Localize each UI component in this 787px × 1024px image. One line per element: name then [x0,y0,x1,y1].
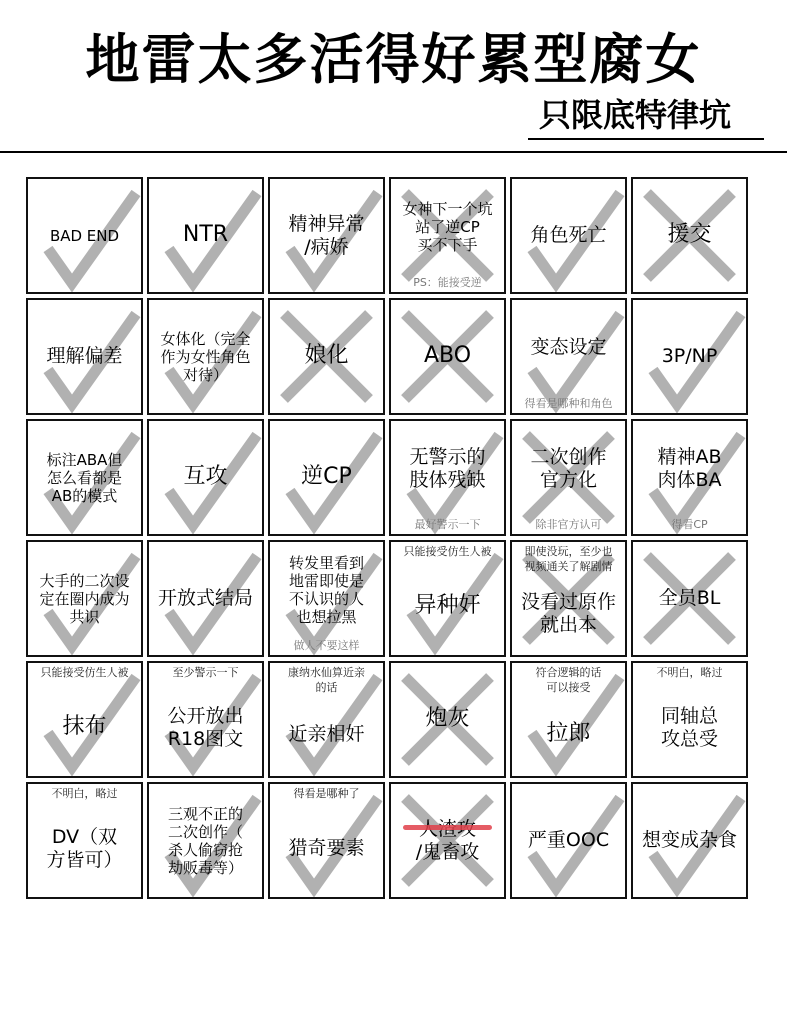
cell-label-text: 标注ABA但 怎么看都是 AB的模式 [46,450,123,505]
bingo-cell [268,661,385,778]
cell-note: 不明白，略过 [656,666,723,679]
cell-label [393,421,502,516]
cell-label-text: 大手的二次设 定在圈内成为 共识 [39,571,130,626]
cell-label [30,421,139,534]
cell-label [272,421,381,534]
cell-label-text: 精神AB 肉体BA [657,445,722,491]
bingo-cell [268,298,385,415]
page-subtitle: 只限底特律坑 [538,96,731,134]
bingo-cell [510,540,627,657]
cell-note: 只能接受仿生人被 [40,666,129,679]
cell-label [635,542,744,655]
cell-label-text: 没看过原作 就出本 [520,590,616,636]
bingo-cell [26,782,143,899]
bingo-cell [389,540,506,657]
bingo-cell [631,298,748,415]
cell-label-text: 想变成杂食 [641,829,737,852]
cell-label-text: 女神下一个坑 站了逆CP 买不下手 [402,199,493,254]
cell-label [635,784,744,897]
cell-label [272,542,381,637]
cell-label [272,300,381,413]
bingo-cell [510,298,627,415]
cell-label [393,663,502,776]
cell-note: 得看CP [671,518,708,531]
cell-label [151,784,260,897]
cell-label [272,693,381,776]
bingo-cell [26,540,143,657]
cell-label [151,542,260,655]
cell-label-text: /鬼畜攻 [415,840,480,863]
bingo-cell [268,419,385,536]
cell-label-text: 三观不正的 二次创作（ 杀人偷窃抢 劫贩毒等） [167,804,243,877]
cell-label [30,179,139,292]
cell-label-text: 猎奇要素 [288,837,365,860]
cell-label [30,679,139,776]
cell-label-text: 女体化（完全 作为女性角色 对待） [160,329,251,384]
cell-label [514,421,623,516]
bingo-cell [510,782,627,899]
cell-label [151,421,260,534]
cell-label-text: 抹布 [62,714,107,740]
bingo-cell [147,419,264,536]
cell-label-text: 变态设定 [530,336,607,359]
bingo-cell [147,177,264,294]
bingo-cell [147,661,264,778]
bingo-cell [268,540,385,657]
bingo-cell [147,782,264,899]
cell-label-text: 精神异常 /病娇 [288,212,365,258]
cell-note: 康纳水仙算近亲 的话 [288,666,365,694]
cell-label [514,300,623,395]
cell-label-text: 无警示的 肢体残缺 [409,445,486,491]
bingo-cell [510,661,627,778]
bingo-cell [510,177,627,294]
cell-note: 做人不要这样 [293,639,360,652]
cell-label-text: DV（双 方皆可） [46,825,123,871]
page-title: 地雷太多活得好累型腐女 [85,28,702,91]
cell-label [30,542,139,655]
strikethrough-mark [403,825,492,830]
cell-label [514,572,623,655]
cell-label [514,784,623,897]
cell-label [393,179,502,274]
bingo-cell [389,782,506,899]
bingo-cell [26,419,143,536]
cell-label-text: 公开放出 R18图文 [167,704,244,750]
cell-label-text: 全员BL [658,587,721,610]
cell-label-text: 娘化 [304,343,349,369]
cell-label-text: 援交 [667,222,712,248]
cell-label [151,300,260,413]
bingo-cell [631,661,748,778]
cell-note: 除非官方认可 [535,518,602,531]
cell-label [393,784,502,897]
cell-note: 得看是哪种和角色 [524,397,613,410]
cell-label-text: 理解偏差 [46,345,123,368]
cell-label [272,179,381,292]
cell-note: 即使没玩，至少也 视频通关了解剧情 [524,545,613,573]
cell-label-text: 互攻 [183,464,228,490]
cell-label [272,800,381,897]
cell-label [635,300,744,413]
cell-note: 得看是哪种了 [293,787,360,800]
cell-label-text: 角色死亡 [530,224,607,247]
cell-label [635,179,744,292]
bingo-cell [147,540,264,657]
cell-label-text: NTR [182,222,229,248]
cell-label [151,679,260,776]
bingo-cell [631,177,748,294]
cell-label [393,300,502,413]
cell-label [635,421,744,516]
cell-note: 最好警示一下 [414,518,481,531]
bingo-cell [268,782,385,899]
bingo-cell [631,540,748,657]
cell-label [514,179,623,292]
bingo-cell [510,419,627,536]
cell-note: 只能接受仿生人被 [403,545,492,558]
bingo-cell [389,298,506,415]
cell-label [151,179,260,292]
bingo-cell [631,419,748,536]
cell-label-text: 二次创作 官方化 [530,445,607,491]
cell-label [514,693,623,776]
cell-label-text: 同轴总 攻总受 [660,704,718,750]
cell-note: 符合逻辑的话 可以接受 [535,666,602,694]
cell-label [635,679,744,776]
cell-label-text: 近亲相奸 [288,723,365,746]
cell-note: 至少警示一下 [172,666,239,679]
bingo-cell [147,298,264,415]
cell-label-text: 炮灰 [425,706,470,732]
cell-note: 不明白，略过 [51,787,118,800]
cell-label [30,300,139,413]
bingo-cell [389,661,506,778]
bingo-cell [26,661,143,778]
cell-label-text: ABO [423,343,472,369]
cell-label [393,558,502,655]
bingo-cell [389,177,506,294]
bingo-cell [268,177,385,294]
cell-label [30,800,139,897]
cell-label-text: 逆CP [301,464,352,490]
cell-label-text: 开放式结局 [157,587,253,610]
cell-label-text: BAD END [49,226,120,245]
bingo-cell [389,419,506,536]
cell-label-text: 异种奸 [414,593,481,619]
bingo-cell [26,298,143,415]
cell-label-text: 拉郎 [546,721,591,747]
cell-label-text: 严重OOC [527,829,610,852]
bingo-cell [631,782,748,899]
cell-label-text: 3P/NP [661,345,718,368]
cell-note: PS：能接受逆 [413,276,482,289]
bingo-cell [26,177,143,294]
cell-label-text: 转发里看到 地雷即使是 不认识的人 也想拉黑 [288,553,364,626]
